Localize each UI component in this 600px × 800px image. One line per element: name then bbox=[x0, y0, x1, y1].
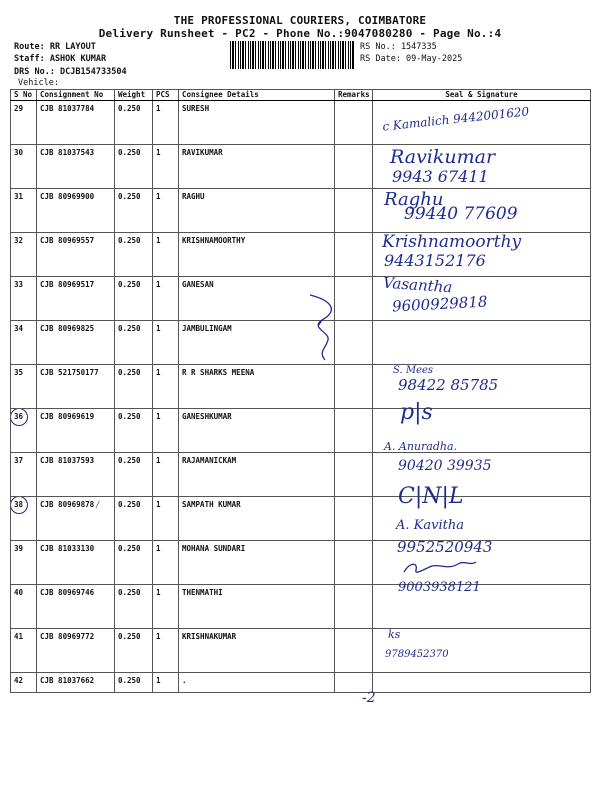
consignment-no: CJB 80969517 bbox=[37, 277, 115, 321]
consignee: GANESHKUMAR bbox=[179, 409, 335, 453]
sno: 31 bbox=[11, 189, 37, 233]
remarks bbox=[335, 585, 373, 629]
remarks bbox=[335, 365, 373, 409]
sno bbox=[11, 497, 37, 541]
consignee: RAJAMANICKAM bbox=[179, 453, 335, 497]
consignment-no: CJB 521750177 bbox=[37, 365, 115, 409]
signature-row-39-name: A. Kavitha bbox=[396, 518, 464, 533]
consignee: GANESAN bbox=[179, 277, 335, 321]
remarks bbox=[335, 497, 373, 541]
route-label: Route: RR LAYOUT bbox=[14, 42, 96, 52]
pcs: 1 bbox=[153, 321, 179, 365]
weight: 0.250 bbox=[115, 101, 153, 145]
consignee: RAGHU bbox=[179, 189, 335, 233]
signature-row-34-scribble bbox=[300, 290, 360, 365]
signature-row-35-name: S. Mees bbox=[393, 365, 434, 376]
consignment-no: CJB 80969825 bbox=[37, 321, 115, 365]
vehicle-label: Vehicle: bbox=[18, 78, 59, 88]
barcode bbox=[230, 41, 354, 69]
table-row bbox=[11, 453, 591, 497]
consignment-no: CJB 80969900 bbox=[37, 189, 115, 233]
weight: 0.250 bbox=[115, 189, 153, 233]
signature-cell bbox=[373, 673, 591, 693]
circled-sno: 38 bbox=[14, 500, 24, 509]
consignment-no: CJB 81037784 bbox=[37, 101, 115, 145]
sno: 35 bbox=[11, 365, 37, 409]
consignment-no: CJB 81037543 bbox=[37, 145, 115, 189]
sno: 34 bbox=[11, 321, 37, 365]
table-row bbox=[11, 541, 591, 585]
consignment-no: CJB 80969557 bbox=[37, 233, 115, 277]
consignment-no: CJB 81037662 bbox=[37, 673, 115, 693]
weight: 0.250 bbox=[115, 321, 153, 365]
pcs: 1 bbox=[153, 365, 179, 409]
signature-row-29: c Kamalich 9442001620 bbox=[381, 104, 530, 134]
pcs: 1 bbox=[153, 409, 179, 453]
col-sno: S No bbox=[11, 90, 37, 101]
weight: 0.250 bbox=[115, 673, 153, 693]
remarks bbox=[335, 101, 373, 145]
pcs: 1 bbox=[153, 497, 179, 541]
signature-row-31-name: Raghu bbox=[384, 189, 444, 210]
sno: 37 bbox=[11, 453, 37, 497]
pcs: 1 bbox=[153, 145, 179, 189]
table-row bbox=[11, 629, 591, 673]
table-header-row bbox=[11, 90, 591, 101]
pcs: 1 bbox=[153, 189, 179, 233]
consignee: R R SHARKS MEENA bbox=[179, 365, 335, 409]
signature-row-31-phone: 99440 77609 bbox=[404, 204, 518, 224]
pcs: 1 bbox=[153, 453, 179, 497]
company-title: THE PROFESSIONAL COURIERS, COIMBATORE bbox=[173, 14, 427, 27]
weight: 0.250 bbox=[115, 453, 153, 497]
rs-number: RS No.: 1547335 bbox=[360, 42, 437, 52]
col-consignment: Consignment No bbox=[37, 90, 115, 101]
sno: 33 bbox=[11, 277, 37, 321]
signature-row-40-scribble bbox=[400, 556, 480, 580]
circled-sno: 36 bbox=[14, 412, 24, 421]
col-pcs: PCS bbox=[153, 90, 179, 101]
consignee: . bbox=[179, 673, 335, 693]
table-row bbox=[11, 145, 591, 189]
tick-mark: / bbox=[96, 500, 99, 509]
runsheet-table bbox=[10, 89, 591, 693]
weight: 0.250 bbox=[115, 233, 153, 277]
pcs: 1 bbox=[153, 541, 179, 585]
table-row bbox=[11, 585, 591, 629]
remarks bbox=[335, 189, 373, 233]
consignment-no-text: CJB 80969878 bbox=[40, 500, 95, 509]
signature-row-32-name: Krishnamoorthy bbox=[382, 232, 522, 252]
signature-row-42-phone: 9789452370 bbox=[385, 649, 449, 660]
table-row bbox=[11, 497, 591, 541]
rs-date: RS Date: 09-May-2025 bbox=[360, 54, 463, 64]
consignee: THENMATHI bbox=[179, 585, 335, 629]
remarks bbox=[335, 233, 373, 277]
weight: 0.250 bbox=[115, 365, 153, 409]
weight: 0.250 bbox=[115, 409, 153, 453]
consignee: RAVIKUMAR bbox=[179, 145, 335, 189]
signature-row-30-phone: 9943 67411 bbox=[392, 167, 489, 186]
sno: 39 bbox=[11, 541, 37, 585]
remarks bbox=[335, 629, 373, 673]
col-weight: Weight bbox=[115, 90, 153, 101]
consignee: SURESH bbox=[179, 101, 335, 145]
pcs: 1 bbox=[153, 277, 179, 321]
signature-row-40-phone: 9003938121 bbox=[398, 580, 481, 595]
pcs: 1 bbox=[153, 233, 179, 277]
signature-row-32-phone: 9443152176 bbox=[384, 251, 486, 270]
signature-row-42-name: ks bbox=[388, 628, 401, 641]
page-mark: -2 bbox=[362, 690, 376, 706]
weight: 0.250 bbox=[115, 145, 153, 189]
consignment-no: CJB 81037593 bbox=[37, 453, 115, 497]
consignee: SAMPATH KUMAR bbox=[179, 497, 335, 541]
signature-row-33-name: Vasantha bbox=[382, 273, 453, 297]
consignee: MOHANA SUNDARI bbox=[179, 541, 335, 585]
consignment-no: CJB 80969772 bbox=[37, 629, 115, 673]
signature-row-35-phone: 98422 85785 bbox=[398, 376, 499, 394]
sno: 40 bbox=[11, 585, 37, 629]
sno bbox=[11, 409, 37, 453]
pcs: 1 bbox=[153, 585, 179, 629]
pcs: 1 bbox=[153, 629, 179, 673]
table-row bbox=[11, 673, 591, 693]
signature-row-33-phone: 9600929818 bbox=[391, 292, 488, 316]
runsheet-title: Delivery Runsheet - PC2 - Phone No.:9047080280 - Page No.:4 bbox=[98, 27, 502, 40]
signature-cell bbox=[373, 321, 591, 365]
remarks bbox=[335, 409, 373, 453]
remarks bbox=[335, 145, 373, 189]
sno: 32 bbox=[11, 233, 37, 277]
consignment-no: CJB 80969746 bbox=[37, 585, 115, 629]
weight: 0.250 bbox=[115, 497, 153, 541]
table-row bbox=[11, 409, 591, 453]
sno: 30 bbox=[11, 145, 37, 189]
consignee: KRISHNAMOORTHY bbox=[179, 233, 335, 277]
pcs: 1 bbox=[153, 673, 179, 693]
sno: 42 bbox=[11, 673, 37, 693]
signature-row-30-name: Ravikumar bbox=[390, 146, 496, 168]
signature-row-36: p|s bbox=[400, 400, 433, 425]
col-signature: Seal & Signature bbox=[373, 90, 591, 101]
remarks bbox=[335, 453, 373, 497]
weight: 0.250 bbox=[115, 541, 153, 585]
consignee: KRISHNAKUMAR bbox=[179, 629, 335, 673]
signature-row-38: C|N|L bbox=[398, 484, 464, 509]
signature-row-37-name: A. Anuradha. bbox=[384, 440, 458, 453]
weight: 0.250 bbox=[115, 629, 153, 673]
signature-row-39-phone: 9952520943 bbox=[397, 538, 493, 556]
drs-number: DRS No.: DCJB154733504 bbox=[14, 67, 127, 77]
signature-row-37-phone: 90420 39935 bbox=[398, 458, 492, 474]
table-row bbox=[11, 365, 591, 409]
weight: 0.250 bbox=[115, 585, 153, 629]
consignment-no-text: CJB 80969619 bbox=[40, 412, 95, 421]
consignment-no: CJB 81033130 bbox=[37, 541, 115, 585]
staff-label: Staff: ASHOK KUMAR bbox=[14, 54, 107, 64]
remarks bbox=[335, 541, 373, 585]
consignment-no bbox=[37, 409, 115, 453]
col-consignee: Consignee Details bbox=[179, 90, 335, 101]
sno: 41 bbox=[11, 629, 37, 673]
consignee: JAMBULINGAM bbox=[179, 321, 335, 365]
pcs: 1 bbox=[153, 101, 179, 145]
weight: 0.250 bbox=[115, 277, 153, 321]
consignment-no bbox=[37, 497, 115, 541]
col-remarks: Remarks bbox=[335, 90, 373, 101]
sno: 29 bbox=[11, 101, 37, 145]
